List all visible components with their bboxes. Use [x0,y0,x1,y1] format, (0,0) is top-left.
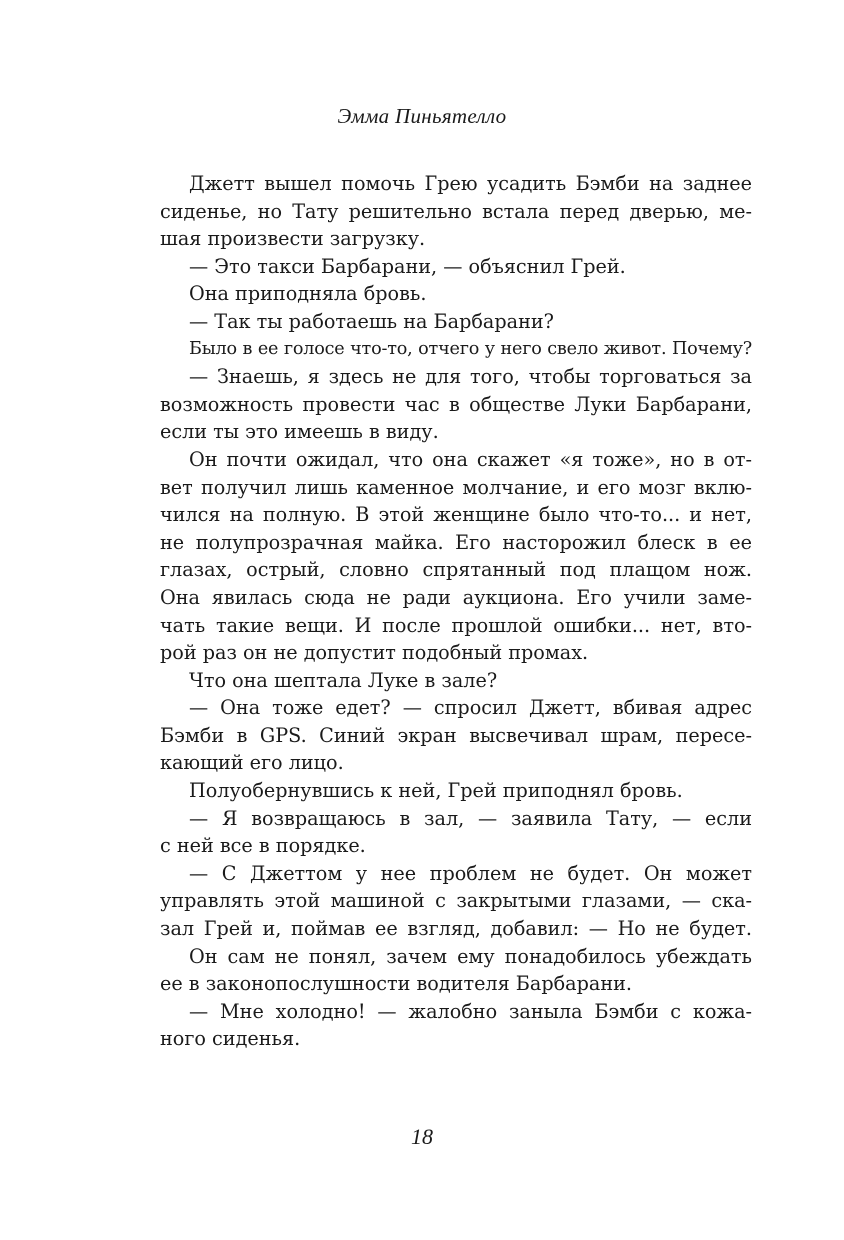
text-line: Джетт вышел помочь Грею усадить Бэмби на заднее [189,172,752,195]
text-line: глазах, острый, словно спрятанный под плащом нож. [160,558,752,582]
running-head-author: Эмма Пиньятелло [337,104,507,128]
text-line: Полуобернувшись к ней, Грей приподнял бровь. [189,779,683,803]
text-line: рой раз он не допустит подобный промах. [160,641,589,665]
text-line: Он сам не понял, зачем ему понадобилось убеждать [189,944,752,968]
text-line: Было в ее голосе что-то, отчего у него свело живот. Почему? [189,338,752,359]
text-line: если ты это имеешь в виду. [160,420,439,444]
text-line: Он почти ожидал, что она скажет «я тоже», но в от- [189,447,752,471]
text-line: Бэмби в GPS. Синий экран высвечивал шрам, пересе- [160,723,752,747]
text-line: — Мне холодно! — жалобно заныла Бэмби с кожа- [189,999,752,1023]
page-number: 18 [411,1124,433,1149]
text-line: — С Джеттом у нее проблем не будет. Он может [189,861,752,885]
text-line: — Это такси Барбарани, — объяснил Грей. [189,254,626,278]
text-line: управлять этой машиной с закрытыми глазами, — ска- [160,889,752,913]
text-line: чился на полную. В этой женщине было что-то... и нет, [160,503,752,527]
text-line: — Знаешь, я здесь не для того, чтобы торговаться за [189,365,752,389]
text-line: сиденье, но Тату решительно встала перед дверью, ме- [160,199,752,223]
text-line: Что она шептала Луке в зале? [189,668,498,692]
text-line: ее в законопослушности водителя Барбарани. [160,972,633,996]
text-line: чать такие вещи. И после прошлой ошибки... нет, вто- [160,613,752,637]
text-line: вет получил лишь каменное молчание, и его мозг вклю- [160,475,752,499]
text-line: не полупрозрачная майка. Его насторожил блеск в ее [160,530,752,554]
text-line: Она приподняла бровь. [189,282,427,306]
text-line: с ней все в порядке. [160,834,366,858]
text-line: — Так ты работаешь на Барбарани? [189,309,554,333]
text-line: Она явилась сюда не ради аукциона. Его учили заме- [160,585,752,609]
body-text [160,170,752,1053]
text-line: — Я возвращаюсь в зал, — заявила Тату, — если [189,806,752,830]
text-line: шая произвести загрузку. [160,227,426,251]
text-line: ного сиденья. [160,1027,301,1051]
text-line: — Она тоже едет? — спросил Джетт, вбивая адрес [189,696,752,720]
text-line: зал Грей и, поймав ее взгляд, добавил: — Но не будет. [160,917,752,941]
text-line: возможность провести час в обществе Луки Барбарани, [160,392,752,416]
text-line: кающий его лицо. [160,751,344,775]
